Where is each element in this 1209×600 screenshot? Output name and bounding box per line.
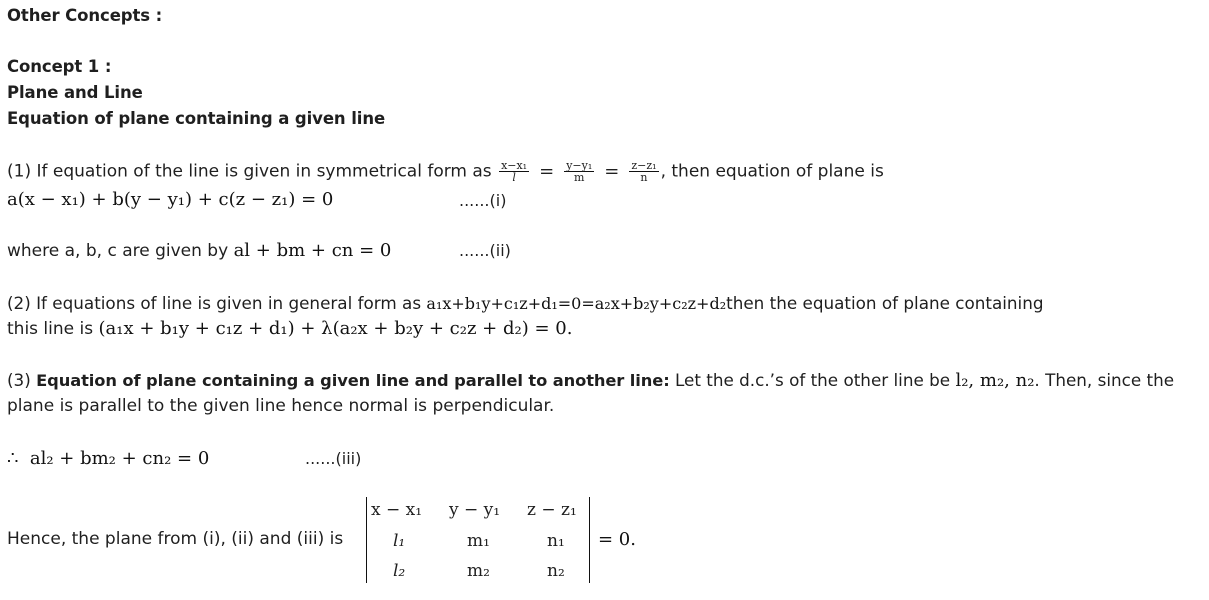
- matrix-cell: l₁: [393, 531, 406, 551]
- p3-prefix: (2) If equations of line is given in general form as: [7, 293, 422, 313]
- equation-tag-ii: ......(ii): [459, 241, 511, 260]
- matrix-cell: m₁: [467, 531, 490, 551]
- matrix-cell: l₂: [393, 561, 406, 581]
- plane-equation: a(x − x₁) + b(y − y₁) + c(z − z₁) = 0: [7, 189, 334, 210]
- paragraph-6-prefix: Hence, the plane from (i), (ii) and (iii) is: [7, 529, 344, 549]
- fraction-x: $\frac{\text{x−x₁}}{l}$: [501, 159, 528, 184]
- equation-tag-i: ......(i): [459, 191, 507, 210]
- paragraph-2: [7, 240, 511, 261]
- p1-suffix: , then equation of plane is: [660, 161, 884, 182]
- paragraph-4: [7, 370, 1174, 391]
- p4-rest: Let the d.c.’s of the other line be: [674, 370, 951, 390]
- pencil-of-planes-equation: (a₁x + b₁y + c₁z + d₁) + λ(a₂x + b₂y + c₂z + d₂) = 0.: [98, 318, 573, 339]
- matrix-cell: x − x₁: [371, 500, 423, 520]
- concept-subtitle: Equation of plane containing a given line: [7, 109, 386, 128]
- condition-equation: al + bm + cn = 0: [233, 240, 392, 261]
- concept-title: Plane and Line: [7, 83, 143, 102]
- p3-suffix: then the equation of plane containing: [726, 293, 1044, 313]
- fraction-z: $\frac{\text{z−z₁}}{n}$: [631, 159, 657, 184]
- p4-bold-heading: Equation of plane containing a given line and parallel to another line:: [36, 371, 670, 390]
- equals-sign-1: =: [539, 160, 555, 182]
- section-heading: Other Concepts :: [7, 6, 163, 25]
- p3-line2-prefix: this line is: [7, 319, 94, 339]
- paragraph-3: [7, 293, 1044, 313]
- determinant-equals-zero: = 0.: [598, 529, 636, 550]
- matrix-cell: n₁: [547, 531, 565, 551]
- matrix-cell: z − z₁: [527, 500, 577, 520]
- concept-label: Concept 1 :: [7, 57, 112, 76]
- p4-rest-2: . Then, since the: [1034, 370, 1175, 390]
- parallel-condition-equation: al₂ + bm₂ + cn₂ = 0: [29, 448, 210, 469]
- matrix-cell: n₂: [547, 561, 565, 581]
- general-form-equation: a₁x+b₁y+c₁z+d₁=0=a₂x+b₂y+c₂z+d₂: [426, 294, 727, 313]
- therefore-symbol: ∴: [7, 448, 19, 469]
- matrix-cell: m₂: [467, 561, 490, 581]
- paragraph-1-equation-line: [7, 189, 507, 210]
- p1-prefix: (1) If equation of the line is given in symmetrical form as: [7, 161, 492, 182]
- paragraph-3-line-2: [7, 318, 572, 339]
- direction-cosines: l₂, m₂, n₂: [955, 370, 1035, 391]
- matrix-cell: y − y₁: [449, 500, 501, 520]
- equation-tag-iii: ......(iii): [305, 449, 362, 468]
- equals-sign-2: =: [604, 160, 620, 182]
- paragraph-1: [7, 160, 884, 183]
- p4-number: (3): [7, 370, 31, 390]
- paragraph-4-line-2: plane is parallel to the given line hence normal is perpendicular.: [7, 396, 555, 416]
- determinant: [366, 497, 590, 583]
- p2-prefix: where a, b, c are given by: [7, 241, 229, 261]
- paragraph-5: [7, 448, 362, 469]
- fraction-y: $\frac{\text{y−y₁}}{m}$: [566, 159, 593, 184]
